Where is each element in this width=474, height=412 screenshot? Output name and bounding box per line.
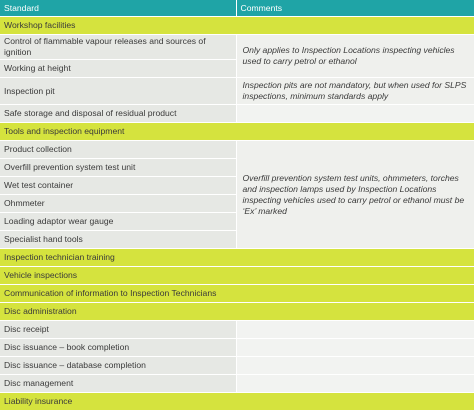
standard-wear-gauge: Loading adaptor wear gauge [0, 213, 236, 231]
comment-inspection-pit: Inspection pits are not mandatory, but when used for SLPS inspections, minimum standards apply [236, 78, 474, 105]
standard-safe-storage: Safe storage and disposal of residual product [0, 105, 236, 123]
standard-column-header: Standard [0, 0, 236, 17]
comment-empty-cell [236, 105, 474, 123]
section-row [0, 285, 474, 303]
section-technician-training: Inspection technician training [0, 249, 474, 267]
standard-disc-receipt: Disc receipt [0, 321, 236, 339]
standard-specialist-hand-tools: Specialist hand tools [0, 231, 236, 249]
section-liability-insurance: Liability insurance [0, 393, 474, 411]
table-row [0, 35, 474, 60]
standard-working-at-height: Working at height [0, 60, 236, 78]
standard-ohmmeter: Ohmmeter [0, 195, 236, 213]
section-row [0, 267, 474, 285]
standard-wet-test-container: Wet test container [0, 177, 236, 195]
comment-empty-cell [236, 375, 474, 393]
comment-empty-cell [236, 339, 474, 357]
section-row [0, 123, 474, 141]
section-row [0, 249, 474, 267]
section-tools-equipment: Tools and inspection equipment [0, 123, 474, 141]
comments-column-header: Comments [236, 0, 474, 17]
standard-disc-book-completion: Disc issuance – book completion [0, 339, 236, 357]
table-row [0, 321, 474, 339]
comment-empty-cell [236, 321, 474, 339]
table-row [0, 357, 474, 375]
standard-disc-database-completion: Disc issuance – database completion [0, 357, 236, 375]
table-row [0, 141, 474, 159]
section-disc-administration: Disc administration [0, 303, 474, 321]
comment-flammable-vapour: Only applies to Inspection Locations inspecting vehicles used to carry petrol or ethanol [236, 35, 474, 78]
table-header-row [0, 0, 474, 17]
section-workshop-facilities: Workshop facilities [0, 17, 474, 35]
standard-overfill-test-unit: Overfill prevention system test unit [0, 159, 236, 177]
standard-flammable-vapour: Control of flammable vapour releases and sources of ignition [0, 35, 236, 60]
section-row [0, 17, 474, 35]
comment-tools-equipment: Overfill prevention system test units, ohmmeters, torches and inspection lamps used by Inspection Locations inspecting vehicles used to carry petrol or ethanol must be ‘Ex’ marked [236, 141, 474, 249]
section-vehicle-inspections: Vehicle inspections [0, 267, 474, 285]
comment-empty-cell [236, 357, 474, 375]
table-row [0, 375, 474, 393]
standard-disc-management: Disc management [0, 375, 236, 393]
table-row [0, 105, 474, 123]
section-communication: Communication of information to Inspection Technicians [0, 285, 474, 303]
standard-inspection-pit: Inspection pit [0, 78, 236, 105]
table-row [0, 339, 474, 357]
table-row [0, 78, 474, 105]
section-row [0, 393, 474, 411]
standard-product-collection: Product collection [0, 141, 236, 159]
section-row [0, 303, 474, 321]
